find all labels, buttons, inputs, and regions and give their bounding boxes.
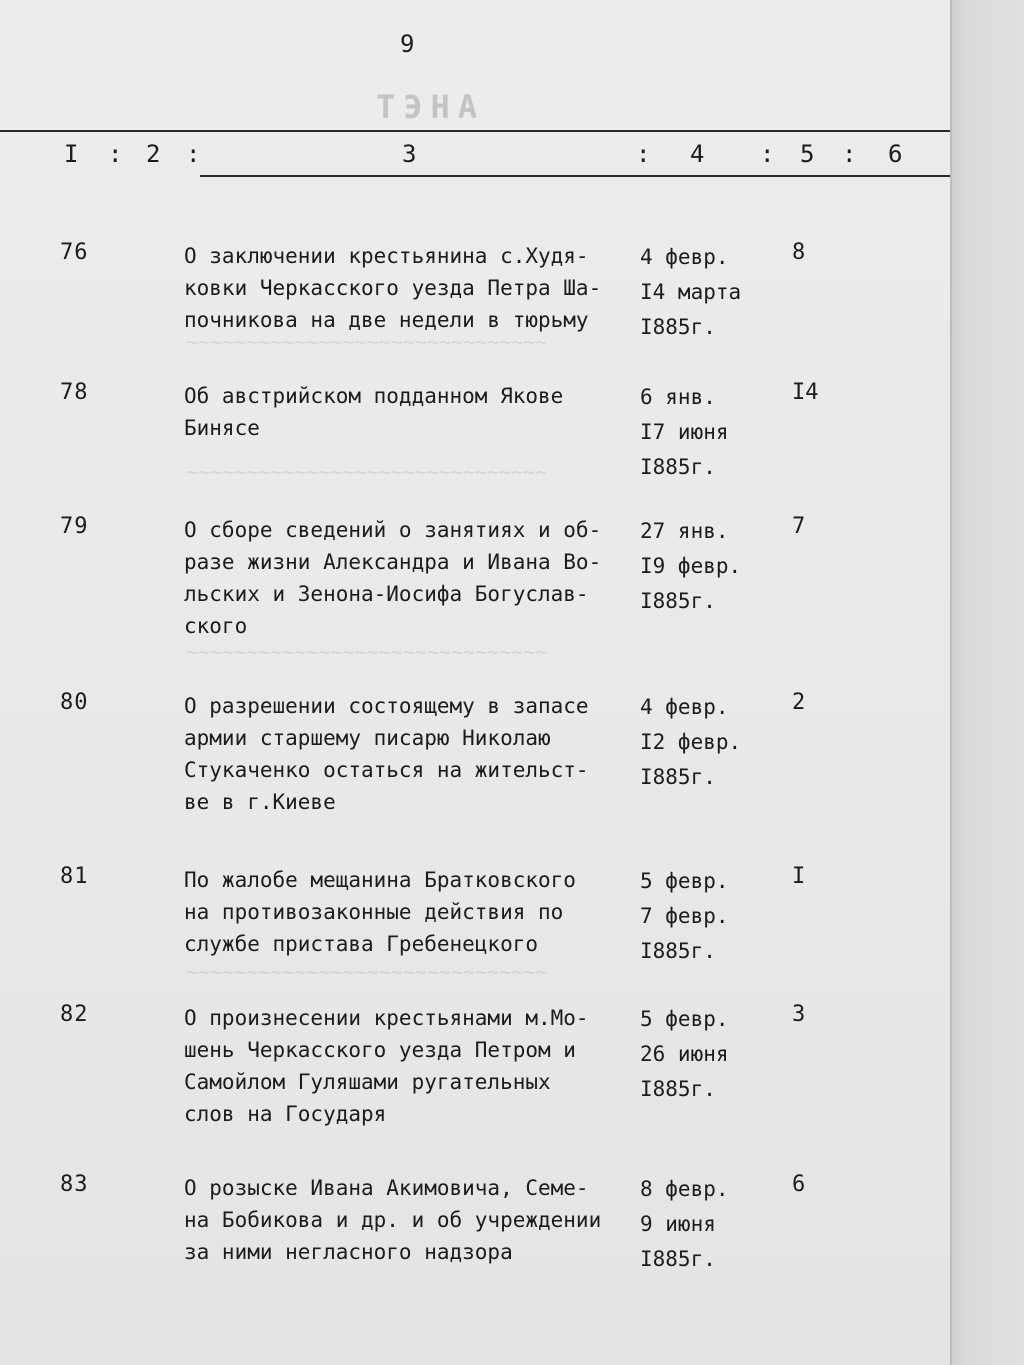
column-separator: : bbox=[108, 140, 123, 168]
bleed-through-text: ~~~~~~~~~~~~~~~~~~~~~~~~~~~~~~ bbox=[186, 460, 548, 484]
bleed-through-heading: ТЭНА bbox=[376, 88, 486, 126]
end-date: 9 июня bbox=[640, 1212, 716, 1236]
case-number: 80 bbox=[60, 690, 89, 715]
year: I885г. bbox=[640, 765, 716, 789]
column-number: 3 bbox=[402, 140, 417, 168]
sheet-count: 3 bbox=[792, 1002, 806, 1027]
year: I885г. bbox=[640, 315, 716, 339]
column-number: 5 bbox=[800, 140, 815, 168]
column-number: 4 bbox=[690, 140, 705, 168]
case-dates bbox=[640, 864, 770, 969]
start-date: 8 февр. bbox=[640, 1177, 729, 1201]
case-dates bbox=[640, 1172, 770, 1277]
case-dates bbox=[640, 240, 770, 345]
case-number: 82 bbox=[60, 1002, 89, 1027]
sheet-count: 2 bbox=[792, 690, 806, 715]
case-number: 79 bbox=[60, 514, 89, 539]
start-date: 6 янв. bbox=[640, 385, 716, 409]
sheet-count: 7 bbox=[792, 514, 806, 539]
case-dates bbox=[640, 1002, 770, 1107]
sheet-count: I bbox=[792, 864, 806, 889]
column-number: 6 bbox=[888, 140, 903, 168]
case-title: По жалобе мещанина Братковского на противозаконные действия по службе пристава Гребенецкого bbox=[184, 868, 576, 956]
sheet-count: 8 bbox=[792, 240, 806, 265]
end-date: I9 февр. bbox=[640, 554, 742, 578]
end-date: I7 июня bbox=[640, 420, 729, 444]
sheet-count: 6 bbox=[792, 1172, 806, 1197]
case-dates bbox=[640, 514, 770, 619]
case-number: 78 bbox=[60, 380, 89, 405]
page-number: 9 bbox=[400, 30, 415, 58]
bleed-through-text: ~~~~~~~~~~~~~~~~~~~~~~~~~~~~~~ bbox=[186, 960, 548, 984]
start-date: 5 февр. bbox=[640, 869, 729, 893]
case-title: Об австрийском подданном Якове Бинясе bbox=[184, 384, 564, 440]
year: I885г. bbox=[640, 1077, 716, 1101]
end-date: 26 июня bbox=[640, 1042, 729, 1066]
column-number: 2 bbox=[146, 140, 161, 168]
case-title: О произнесении крестьянами м.Мо- шень Черкасского уезда Петром и Самойлом Гуляшами ругательных слов на Государя bbox=[184, 1006, 589, 1126]
column-separator: : bbox=[636, 140, 651, 168]
column-separator: : bbox=[760, 140, 775, 168]
case-title: О заключении крестьянина с.Худя- ковки Черкасского уезда Петра Ша- почникова на две недели в тюрьму bbox=[184, 244, 602, 332]
bleed-through-text: ~~~~~~~~~~~~~~~~~~~~~~~~~~~~~~ bbox=[186, 640, 548, 664]
underlying-page-margin bbox=[952, 0, 1024, 1365]
start-date: 5 февр. bbox=[640, 1007, 729, 1031]
end-date: 7 февр. bbox=[640, 904, 729, 928]
end-date: I4 марта bbox=[640, 280, 742, 304]
case-number: 83 bbox=[60, 1172, 89, 1197]
sheet-count: I4 bbox=[792, 380, 819, 405]
case-number: 76 bbox=[60, 240, 89, 265]
bleed-through-text: ~~~~~~~~~~~~~~~~~~~~~~~~~~~~~~ bbox=[186, 330, 548, 354]
start-date: 4 февр. bbox=[640, 695, 729, 719]
column-number: I bbox=[64, 140, 79, 168]
header-rule-bottom bbox=[200, 175, 952, 177]
case-number: 81 bbox=[60, 864, 89, 889]
header-rule-top bbox=[0, 130, 952, 132]
case-dates bbox=[640, 380, 770, 485]
year: I885г. bbox=[640, 589, 716, 613]
start-date: 4 февр. bbox=[640, 245, 729, 269]
case-dates bbox=[640, 690, 770, 795]
start-date: 27 янв. bbox=[640, 519, 729, 543]
year: I885г. bbox=[640, 1247, 716, 1271]
end-date: I2 февр. bbox=[640, 730, 742, 754]
case-title: О розыске Ивана Акимовича, Семе- на Бобикова и др. и об учреждении за ними негласного надзора bbox=[184, 1176, 602, 1264]
year: I885г. bbox=[640, 939, 716, 963]
case-title: О сборе сведений о занятиях и об- разе жизни Александра и Ивана Во- льских и Зенона-Иосифа Богуслав- ского bbox=[184, 518, 602, 638]
case-title: О разрешении состоящему в запасе армии старшему писарю Николаю Стукаченко остаться на жительст- ве в г.Киеве bbox=[184, 694, 589, 814]
year: I885г. bbox=[640, 455, 716, 479]
column-separator: : bbox=[842, 140, 857, 168]
column-separator: : bbox=[186, 140, 201, 168]
